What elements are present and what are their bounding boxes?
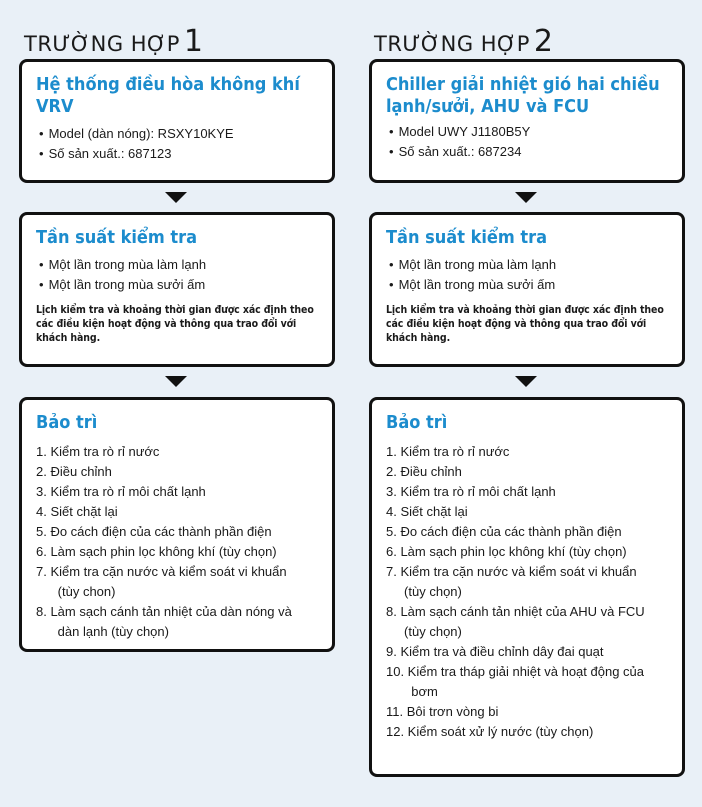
case-1-frequency-list: [36, 255, 318, 295]
case-1-maintenance-steps: [36, 442, 318, 642]
maintenance-step: 12. Kiểm soát xử lý nước (tùy chọn): [386, 724, 594, 739]
case-2-heading: [374, 24, 685, 58]
maintenance-step: (tùy chọn): [386, 624, 462, 639]
case-2-system-details: [386, 122, 668, 162]
maintenance-step: 6. Làm sạch phin lọc không khí (tùy chọn): [36, 544, 277, 559]
case-1-frequency-item: • Một lần trong mùa làm lạnh: [36, 255, 318, 275]
maintenance-step: (tùy chọn): [386, 584, 462, 599]
maintenance-step: 4. Siết chặt lại: [36, 504, 118, 519]
maintenance-step: 6. Làm sạch phin lọc không khí (tùy chọn): [386, 544, 627, 559]
case-2-heading-text: TRƯỜNG HỢP: [374, 32, 530, 56]
maintenance-step: 3. Kiểm tra rò rỉ môi chất lạnh: [36, 484, 206, 499]
case-2-frequency-note: Lịch kiểm tra và khoảng thời gian được xác định theo các điều kiện hoạt động và thông qua trao đổi với khách hàng.: [386, 304, 664, 344]
case-2-maintenance-title: Bảo trì: [386, 412, 448, 433]
case-2-frequency-item: • Một lần trong mùa làm lạnh: [386, 255, 668, 275]
maintenance-step: 1. Kiểm tra rò rỉ nước: [386, 444, 510, 459]
case-1-serial: • Số sản xuất.: 687123: [36, 144, 318, 164]
case-2-system-title: Chiller giải nhiệt gió hai chiều lạnh/sưởi, AHU và FCU: [386, 74, 660, 117]
case-2-frequency-item: • Một lần trong mùa sưởi ấm: [386, 275, 668, 295]
case-1-frequency-note: Lịch kiểm tra và khoảng thời gian được xác định theo các điều kiện hoạt động và thông qua trao đổi với khách hàng.: [36, 304, 314, 344]
maintenance-step: 8. Làm sạch cánh tản nhiệt của AHU và FCU: [386, 604, 645, 619]
maintenance-step: 9. Kiểm tra và điều chỉnh dây đai quạt: [386, 644, 604, 659]
maintenance-step: 5. Đo cách điện của các thành phần điện: [36, 524, 272, 539]
case-1-column: [19, 0, 335, 639]
case-1-model: • Model (dàn nóng): RSXY10KYE: [36, 124, 318, 144]
down-arrow-icon: [165, 376, 187, 387]
case-1-system-box: [19, 59, 335, 183]
case-1-maintenance-title: Bảo trì: [36, 412, 98, 433]
maintenance-step: 7. Kiểm tra cặn nước và kiểm soát vi khuẩn: [36, 564, 287, 579]
case-2-system-box: [369, 59, 685, 183]
maintenance-step: bơm: [386, 684, 438, 699]
maintenance-step: 5. Đo cách điện của các thành phần điện: [386, 524, 622, 539]
maintenance-step: 10. Kiểm tra tháp giải nhiệt và hoạt động của: [386, 664, 645, 679]
case-2-number: 2: [533, 24, 554, 59]
maintenance-step: 11. Bôi trơn vòng bi: [386, 704, 499, 719]
case-1-heading: [24, 24, 335, 58]
down-arrow-icon: [515, 376, 537, 387]
maintenance-step: dàn lạnh (tùy chọn): [36, 624, 169, 639]
case-1-system-title: Hệ thống điều hòa không khí VRV: [36, 74, 300, 117]
maintenance-step: 2. Điều chỉnh: [36, 464, 112, 479]
case-2-maintenance-steps: [386, 442, 668, 742]
case-2-frequency-title: Tần suất kiểm tra: [386, 227, 548, 248]
maintenance-step: 3. Kiểm tra rò rỉ môi chất lạnh: [386, 484, 556, 499]
case-2-model: • Model UWY J1180B5Y: [386, 122, 668, 142]
case-1-heading-text: TRƯỜNG HỢP: [24, 32, 180, 56]
case-2-column: [369, 0, 685, 739]
case-2-serial: • Số sản xuất.: 687234: [386, 142, 668, 162]
case-2-frequency-list: [386, 255, 668, 295]
case-1-frequency-title: Tần suất kiểm tra: [36, 227, 198, 248]
maintenance-step: 1. Kiểm tra rò rỉ nước: [36, 444, 160, 459]
maintenance-step: (tùy chon): [36, 584, 116, 599]
case-2-frequency-box: [369, 212, 685, 367]
maintenance-step: 8. Làm sạch cánh tản nhiệt của dàn nóng và: [36, 604, 292, 619]
maintenance-step: 7. Kiểm tra cặn nước và kiểm soát vi khuẩn: [386, 564, 637, 579]
maintenance-step: 4. Siết chặt lại: [386, 504, 468, 519]
case-2-maintenance-box: [369, 397, 685, 777]
down-arrow-icon: [515, 192, 537, 203]
maintenance-step: 2. Điều chỉnh: [386, 464, 462, 479]
case-1-frequency-item: • Một lần trong mùa sưởi ấm: [36, 275, 318, 295]
case-1-maintenance-box: [19, 397, 335, 652]
down-arrow-icon: [165, 192, 187, 203]
case-1-system-details: [36, 124, 318, 164]
case-1-number: 1: [183, 24, 204, 59]
case-1-frequency-box: [19, 212, 335, 367]
